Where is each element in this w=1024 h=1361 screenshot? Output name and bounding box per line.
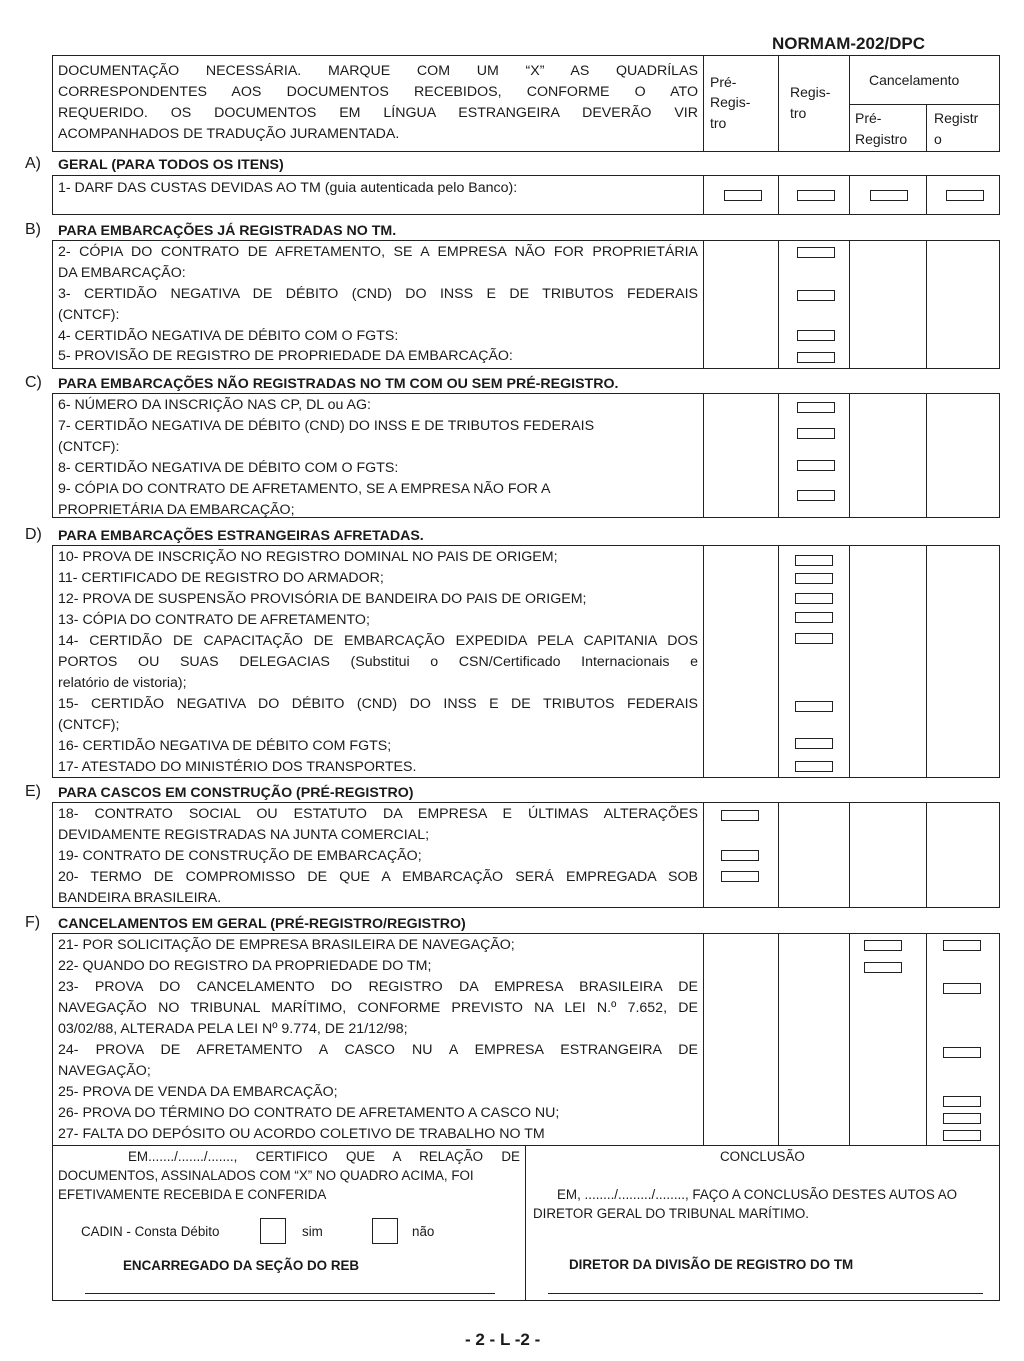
section-title: PARA EMBARCAÇÕES JÁ REGISTRADAS NO TM. xyxy=(58,223,397,239)
conclusion-title: CONCLUSÃO xyxy=(720,1149,805,1164)
cadin-label: CADIN - Consta Débito xyxy=(81,1224,220,1239)
col-divider xyxy=(926,393,927,518)
certify-signature-line[interactable] xyxy=(85,1293,495,1294)
item-line: NAVEGAÇÃO; xyxy=(58,1063,151,1079)
certify-line: DOCUMENTOS, ASSINALADOS COM “X” NO QUADRO ACIMA, FOI xyxy=(58,1168,474,1183)
col-divider xyxy=(778,545,779,778)
section-letter: A) xyxy=(25,155,41,172)
item-line: 16- CERTIDÃO NEGATIVA DE DÉBITO COM FGTS; xyxy=(58,738,392,754)
intro-line: DOCUMENTAÇÃO NECESSÁRIA. MARQUE COM UM “X” AS QUADRÍLAS xyxy=(58,63,698,79)
col-divider xyxy=(778,802,779,908)
checkbox-registro[interactable] xyxy=(797,290,835,301)
item-line: PORTOS OU SUAS DELEGACIAS (Substitui o CSN/Certificado Internacionais e xyxy=(58,654,698,670)
item-line: 11- CERTIFICADO DE REGISTRO DO ARMADOR; xyxy=(58,570,384,586)
col-registro: Regis- xyxy=(790,84,831,100)
checkbox-registro[interactable] xyxy=(795,555,833,566)
checkbox-registro[interactable] xyxy=(795,573,833,584)
checkbox-pre-registro[interactable] xyxy=(724,190,762,201)
checkbox-cancel-registro[interactable] xyxy=(943,1113,981,1124)
checkbox-registro[interactable] xyxy=(797,190,835,201)
col-cancel-pre: Registro xyxy=(855,131,908,147)
col-divider xyxy=(703,545,704,778)
col-divider xyxy=(703,55,704,152)
item-line: 24- PROVA DE AFRETAMENTO A CASCO NU A EMPRESA ESTRANGEIRA DE xyxy=(58,1042,698,1058)
item-line: 12- PROVA DE SUSPENSÃO PROVISÓRIA DE BANDEIRA DO PAIS DE ORIGEM; xyxy=(58,591,587,607)
col-divider xyxy=(849,240,850,369)
checkbox-registro[interactable] xyxy=(795,761,833,772)
item-line: 3- CERTIDÃO NEGATIVA DE DÉBITO (CND) DO INSS E DE TRIBUTOS FEDERAIS xyxy=(58,286,698,302)
col-cancel-pre: Pré- xyxy=(855,110,882,126)
item-line: 5- PROVISÃO DE REGISTRO DE PROPRIEDADE DA EMBARCAÇÃO: xyxy=(58,348,513,364)
section-title: PARA EMBARCAÇÕES ESTRANGEIRAS AFRETADAS. xyxy=(58,528,424,544)
item-line: 26- PROVA DO TÉRMINO DO CONTRATO DE AFRETAMENTO A CASCO NU; xyxy=(58,1105,560,1121)
checkbox-cancel-registro[interactable] xyxy=(943,1096,981,1107)
checkbox-registro[interactable] xyxy=(795,701,833,712)
item-line: 6- NÚMERO DA INSCRIÇÃO NAS CP, DL ou AG: xyxy=(58,397,371,413)
doc-reference: NORMAM-202/DPC xyxy=(772,34,926,53)
section-letter: C) xyxy=(25,374,42,391)
item-line: relatório de vistoria); xyxy=(58,675,187,691)
item-line: 17- ATESTADO DO MINISTÉRIO DOS TRANSPORTES. xyxy=(58,759,417,775)
cadin-nao-label: não xyxy=(412,1224,435,1239)
intro-line: REQUERIDO. OS DOCUMENTOS EM LÍNGUA ESTRANGEIRA DEVERÃO VIR xyxy=(58,105,698,121)
section-letter: D) xyxy=(25,526,42,543)
checkbox-pre-registro[interactable] xyxy=(721,850,759,861)
checkbox-registro[interactable] xyxy=(797,330,835,341)
checkbox-cancel-pre[interactable] xyxy=(870,190,908,201)
certify-line: EFETIVAMENTE RECEBIDA E CONFERIDA xyxy=(58,1187,327,1202)
checkbox-pre-registro[interactable] xyxy=(721,810,759,821)
item-line: 14- CERTIDÃO DE CAPACITAÇÃO DE EMBARCAÇÃO EXPEDIDA PELA CAPITANIA DOS xyxy=(58,633,698,649)
item-line: (CNTCF); xyxy=(58,717,120,733)
col-divider xyxy=(926,240,927,369)
checkbox-cancel-registro[interactable] xyxy=(943,983,981,994)
item-line: NAVEGAÇÃO NO TRIBUNAL MARÍTIMO, CONFORME PREVISTO NA LEI N.º 7.652, DE xyxy=(58,1000,698,1016)
col-registro: tro xyxy=(790,105,807,121)
item-line: 18- CONTRATO SOCIAL OU ESTATUTO DA EMPRESA E ÚLTIMAS ALTERAÇÕES xyxy=(58,806,698,822)
item-line: 15- CERTIDÃO NEGATIVA DO DÉBITO (CND) DO INSS E DE TRIBUTOS FEDERAIS xyxy=(58,696,698,712)
item-line: 4- CERTIDÃO NEGATIVA DE DÉBITO COM O FGTS: xyxy=(58,328,399,344)
checkbox-registro[interactable] xyxy=(795,593,833,604)
checkbox-registro[interactable] xyxy=(797,428,835,439)
cadin-nao-checkbox[interactable] xyxy=(372,1218,398,1244)
col-divider xyxy=(778,933,779,1146)
col-divider xyxy=(849,175,850,215)
checkbox-registro[interactable] xyxy=(795,738,833,749)
checkbox-cancel-pre[interactable] xyxy=(864,962,902,973)
certify-line: EM......./......./......., CERTIFICO QUE A RELAÇÃO DE xyxy=(128,1149,520,1164)
item-line: 22- QUANDO DO REGISTRO DA PROPRIEDADE DO TM; xyxy=(58,958,432,974)
checkbox-cancel-registro[interactable] xyxy=(943,1130,981,1141)
col-divider xyxy=(778,55,779,152)
item-line: 2- CÓPIA DO CONTRATO DE AFRETAMENTO, SE A EMPRESA NÃO FOR PROPRIETÁRIA xyxy=(58,244,698,260)
conclusion-signature-title: DIRETOR DA DIVISÃO DE REGISTRO DO TM xyxy=(569,1257,854,1272)
item-line: 8- CERTIDÃO NEGATIVA DE DÉBITO COM O FGTS: xyxy=(58,460,399,476)
conclusion-line: DIRETOR GERAL DO TRIBUNAL MARÍTIMO. xyxy=(533,1206,810,1221)
conclusion-signature-line[interactable] xyxy=(548,1293,983,1294)
checkbox-cancel-registro[interactable] xyxy=(943,940,981,951)
col-divider xyxy=(926,175,927,215)
conclusion-line: EM, ......../........./........, FAÇO A CONCLUSÃO DESTES AUTOS AO xyxy=(557,1187,958,1202)
col-divider xyxy=(703,802,704,908)
col-divider xyxy=(703,240,704,369)
checkbox-registro[interactable] xyxy=(797,490,835,501)
item-line: 03/02/88, ALTERADA PELA LEI Nº 9.774, DE 21/12/98; xyxy=(58,1021,408,1037)
checkbox-cancel-registro[interactable] xyxy=(943,1047,981,1058)
col-pre-registro: Regis- xyxy=(710,94,751,110)
item-line: 7- CERTIDÃO NEGATIVA DE DÉBITO (CND) DO INSS E DE TRIBUTOS FEDERAIS xyxy=(58,418,595,434)
col-divider xyxy=(849,802,850,908)
checkbox-pre-registro[interactable] xyxy=(721,871,759,882)
checkbox-registro[interactable] xyxy=(795,612,833,623)
item-line: 10- PROVA DE INSCRIÇÃO NO REGISTRO DOMINAL NO PAIS DE ORIGEM; xyxy=(58,549,558,565)
checkbox-registro[interactable] xyxy=(797,247,835,258)
col-cancel-registro: o xyxy=(934,131,942,147)
item-line: 23- PROVA DO CANCELAMENTO DO REGISTRO DA EMPRESA BRASILEIRA DE xyxy=(58,979,698,995)
item-line: (CNTCF): xyxy=(58,439,120,455)
col-divider xyxy=(525,1145,526,1301)
col-divider xyxy=(703,175,704,215)
item-line: DEVIDAMENTE REGISTRADAS NA JUNTA COMERCIAL; xyxy=(58,827,430,843)
col-divider xyxy=(926,545,927,778)
intro-line: CORRESPONDENTES AOS DOCUMENTOS RECEBIDOS, CONFORME O ATO xyxy=(58,84,698,100)
checkbox-registro[interactable] xyxy=(797,402,835,413)
checkbox-cancel-pre[interactable] xyxy=(864,940,902,951)
section-title: CANCELAMENTOS EM GERAL (PRÉ-REGISTRO/REGISTRO) xyxy=(58,916,466,932)
checkbox-registro[interactable] xyxy=(795,633,833,644)
col-divider xyxy=(926,933,927,1146)
col-divider xyxy=(703,933,704,1146)
col-divider xyxy=(926,802,927,908)
col-cancel-registro: Registr xyxy=(934,110,979,126)
checkbox-cancel-registro[interactable] xyxy=(946,190,984,201)
item-line: 13- CÓPIA DO CONTRATO DE AFRETAMENTO; xyxy=(58,612,370,628)
item-line: 19- CONTRATO DE CONSTRUÇÃO DE EMBARCAÇÃO; xyxy=(58,848,422,864)
col-divider xyxy=(849,933,850,1146)
item-line: 1- DARF DAS CUSTAS DEVIDAS AO TM (guia autenticada pelo Banco): xyxy=(58,180,518,196)
cadin-sim-label: sim xyxy=(302,1224,323,1239)
col-divider xyxy=(778,240,779,369)
section-letter: B) xyxy=(25,221,41,238)
item-line: 21- POR SOLICITAÇÃO DE EMPRESA BRASILEIRA DE NAVEGAÇÃO; xyxy=(58,937,515,953)
col-divider xyxy=(703,393,704,518)
item-line: BANDEIRA BRASILEIRA. xyxy=(58,890,222,906)
item-line: 25- PROVA DE VENDA DA EMBARCAÇÃO; xyxy=(58,1084,338,1100)
col-divider xyxy=(778,393,779,518)
certify-signature-title: ENCARREGADO DA SEÇÃO DO REB xyxy=(123,1258,360,1273)
col-cancelamento: Cancelamento xyxy=(869,72,960,88)
section-title: PARA CASCOS EM CONSTRUÇÃO (PRÉ-REGISTRO) xyxy=(58,785,414,801)
checkbox-registro[interactable] xyxy=(797,460,835,471)
item-line: 27- FALTA DO DEPÓSITO OU ACORDO COLETIVO DE TRABALHO NO TM xyxy=(58,1126,545,1142)
section-title: PARA EMBARCAÇÕES NÃO REGISTRADAS NO TM COM OU SEM PRÉ-REGISTRO. xyxy=(58,376,619,392)
col-divider xyxy=(926,104,927,152)
item-line: PROPRIETÁRIA DA EMBARCAÇÃO; xyxy=(58,502,295,518)
section-letter: E) xyxy=(25,783,41,800)
intro-line: ACOMPANHADOS DE TRADUÇÃO JURAMENTADA. xyxy=(58,126,400,142)
page-number: - 2 - L -2 - xyxy=(465,1330,541,1349)
row-divider xyxy=(849,104,1000,105)
col-divider xyxy=(849,545,850,778)
item-line: 20- TERMO DE COMPROMISSO DE QUE A EMBARCAÇÃO SERÁ EMPREGADA SOB xyxy=(58,869,698,885)
checkbox-registro[interactable] xyxy=(797,352,835,363)
section-letter: F) xyxy=(25,914,41,931)
item-line: 9- CÓPIA DO CONTRATO DE AFRETAMENTO, SE A EMPRESA NÃO FOR A xyxy=(58,481,551,497)
section-title: GERAL (PARA TODOS OS ITENS) xyxy=(58,157,284,173)
col-pre-registro: Pré- xyxy=(710,74,737,90)
col-pre-registro: tro xyxy=(710,115,727,131)
item-line: DA EMBARCAÇÃO: xyxy=(58,265,186,281)
col-divider xyxy=(849,393,850,518)
item-line: (CNTCF): xyxy=(58,307,120,323)
cadin-sim-checkbox[interactable] xyxy=(260,1218,286,1244)
col-divider xyxy=(778,175,779,215)
